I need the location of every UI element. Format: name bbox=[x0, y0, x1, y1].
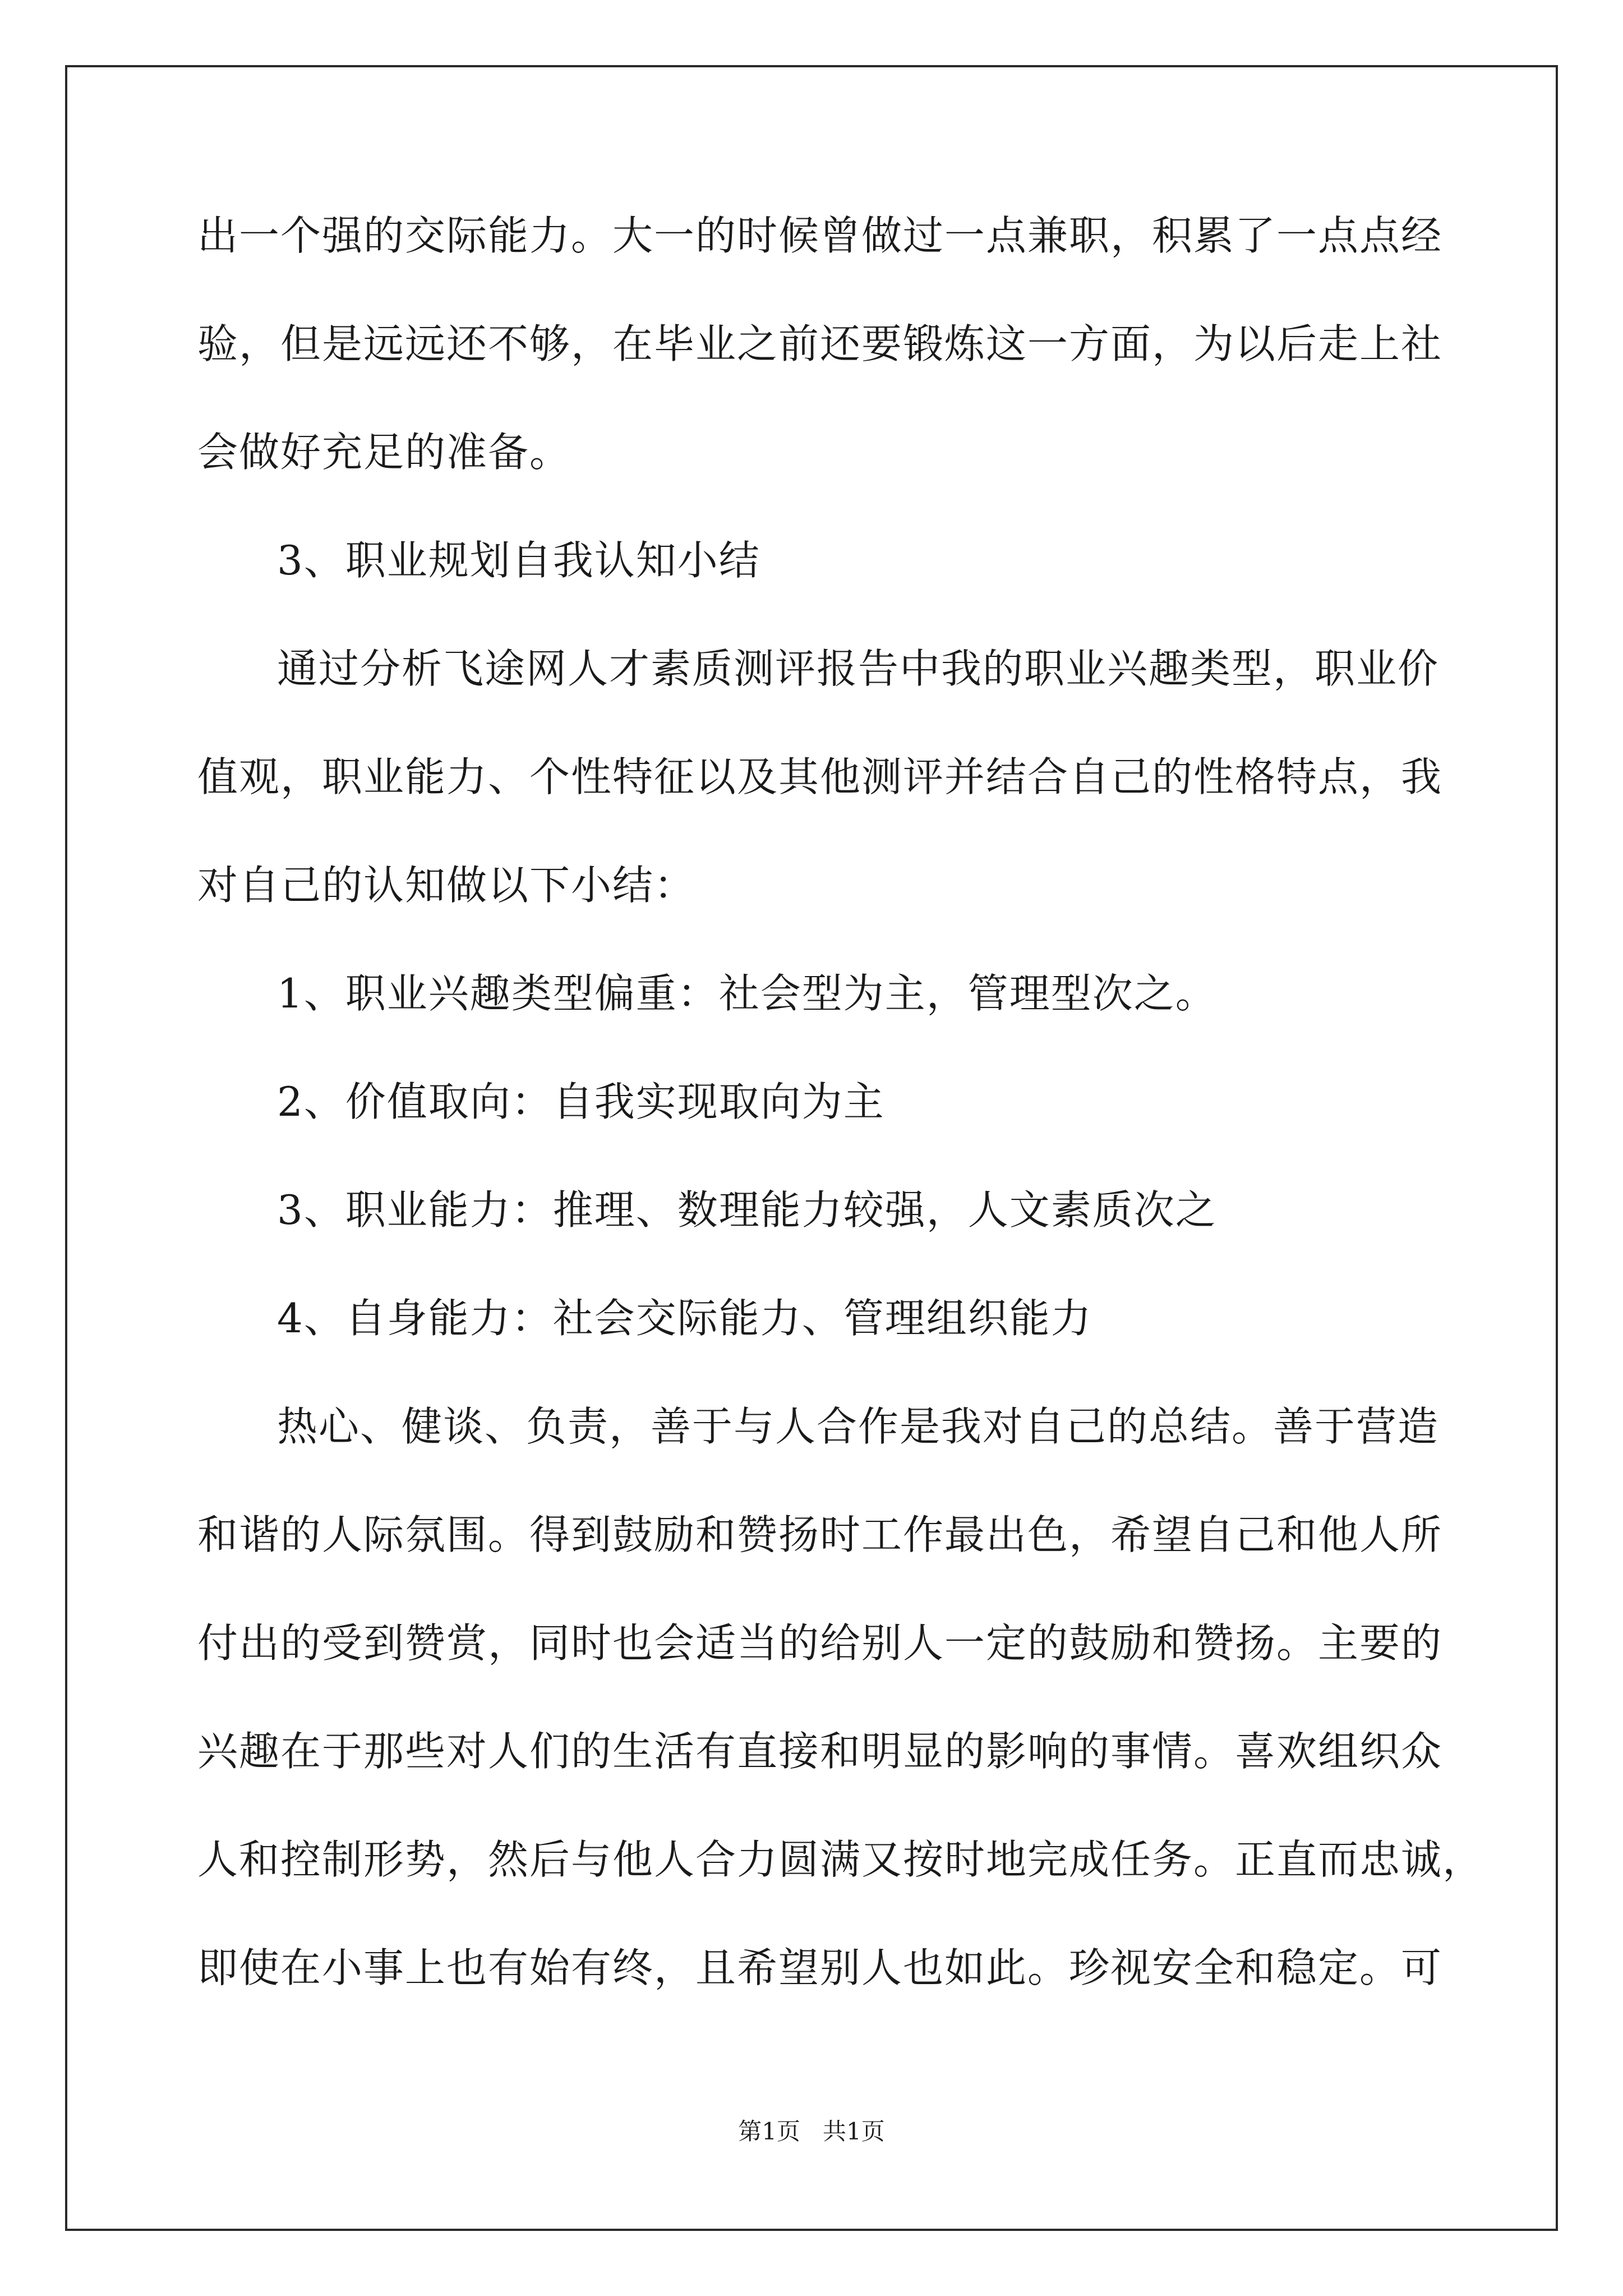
text-line: 和谐的人际氛围。得到鼓励和赞扬时工作最出色，希望自己和他人所 bbox=[197, 1511, 1443, 1558]
text-line: 兴趣在于那些对人们的生活有直接和明显的影响的事情。喜欢组织众 bbox=[197, 1728, 1443, 1775]
list-item: 2、价值取向：自我实现取向为主 bbox=[277, 1078, 885, 1125]
text-line: 通过分析飞途网人才素质测评报告中我的职业兴趣类型，职业价 bbox=[277, 645, 1440, 692]
text-line: 即使在小事上也有始有终，且希望别人也如此。珍视安全和稳定。可 bbox=[197, 1944, 1443, 1991]
page-number: 第1页 bbox=[738, 2118, 800, 2145]
text-line: 对自己的认知做以下小结： bbox=[197, 862, 696, 909]
text-line: 值观，职业能力、个性特征以及其他测评并结合自己的性格特点，我 bbox=[197, 753, 1443, 800]
text-line: 出一个强的交际能力。大一的时候曾做过一点兼职，积累了一点点经 bbox=[197, 212, 1443, 259]
text-line: 付出的受到赞赏，同时也会适当的给别人一定的鼓励和赞扬。主要的 bbox=[197, 1619, 1443, 1667]
list-item: 4、自身能力：社会交际能力、管理组织能力 bbox=[277, 1295, 1092, 1342]
page-total: 共1页 bbox=[823, 2118, 885, 2145]
page-footer bbox=[0, 2116, 1623, 2147]
page-border bbox=[65, 65, 1558, 2231]
text-line: 会做好充足的准备。 bbox=[197, 429, 571, 476]
section-heading: 3、职业规划自我认知小结 bbox=[277, 537, 760, 584]
text-line: 热心、健谈、负责，善于与人合作是我对自己的总结。善于营造 bbox=[277, 1403, 1440, 1450]
list-item: 3、职业能力：推理、数理能力较强，人文素质次之 bbox=[277, 1186, 1217, 1234]
list-item: 1、职业兴趣类型偏重：社会型为主，管理型次之。 bbox=[277, 970, 1217, 1017]
text-line: 人和控制形势，然后与他人合力圆满又按时地完成任务。正直而忠诚， bbox=[197, 1836, 1484, 1883]
text-line: 验，但是远远还不够，在毕业之前还要锻炼这一方面，为以后走上社 bbox=[197, 320, 1443, 367]
